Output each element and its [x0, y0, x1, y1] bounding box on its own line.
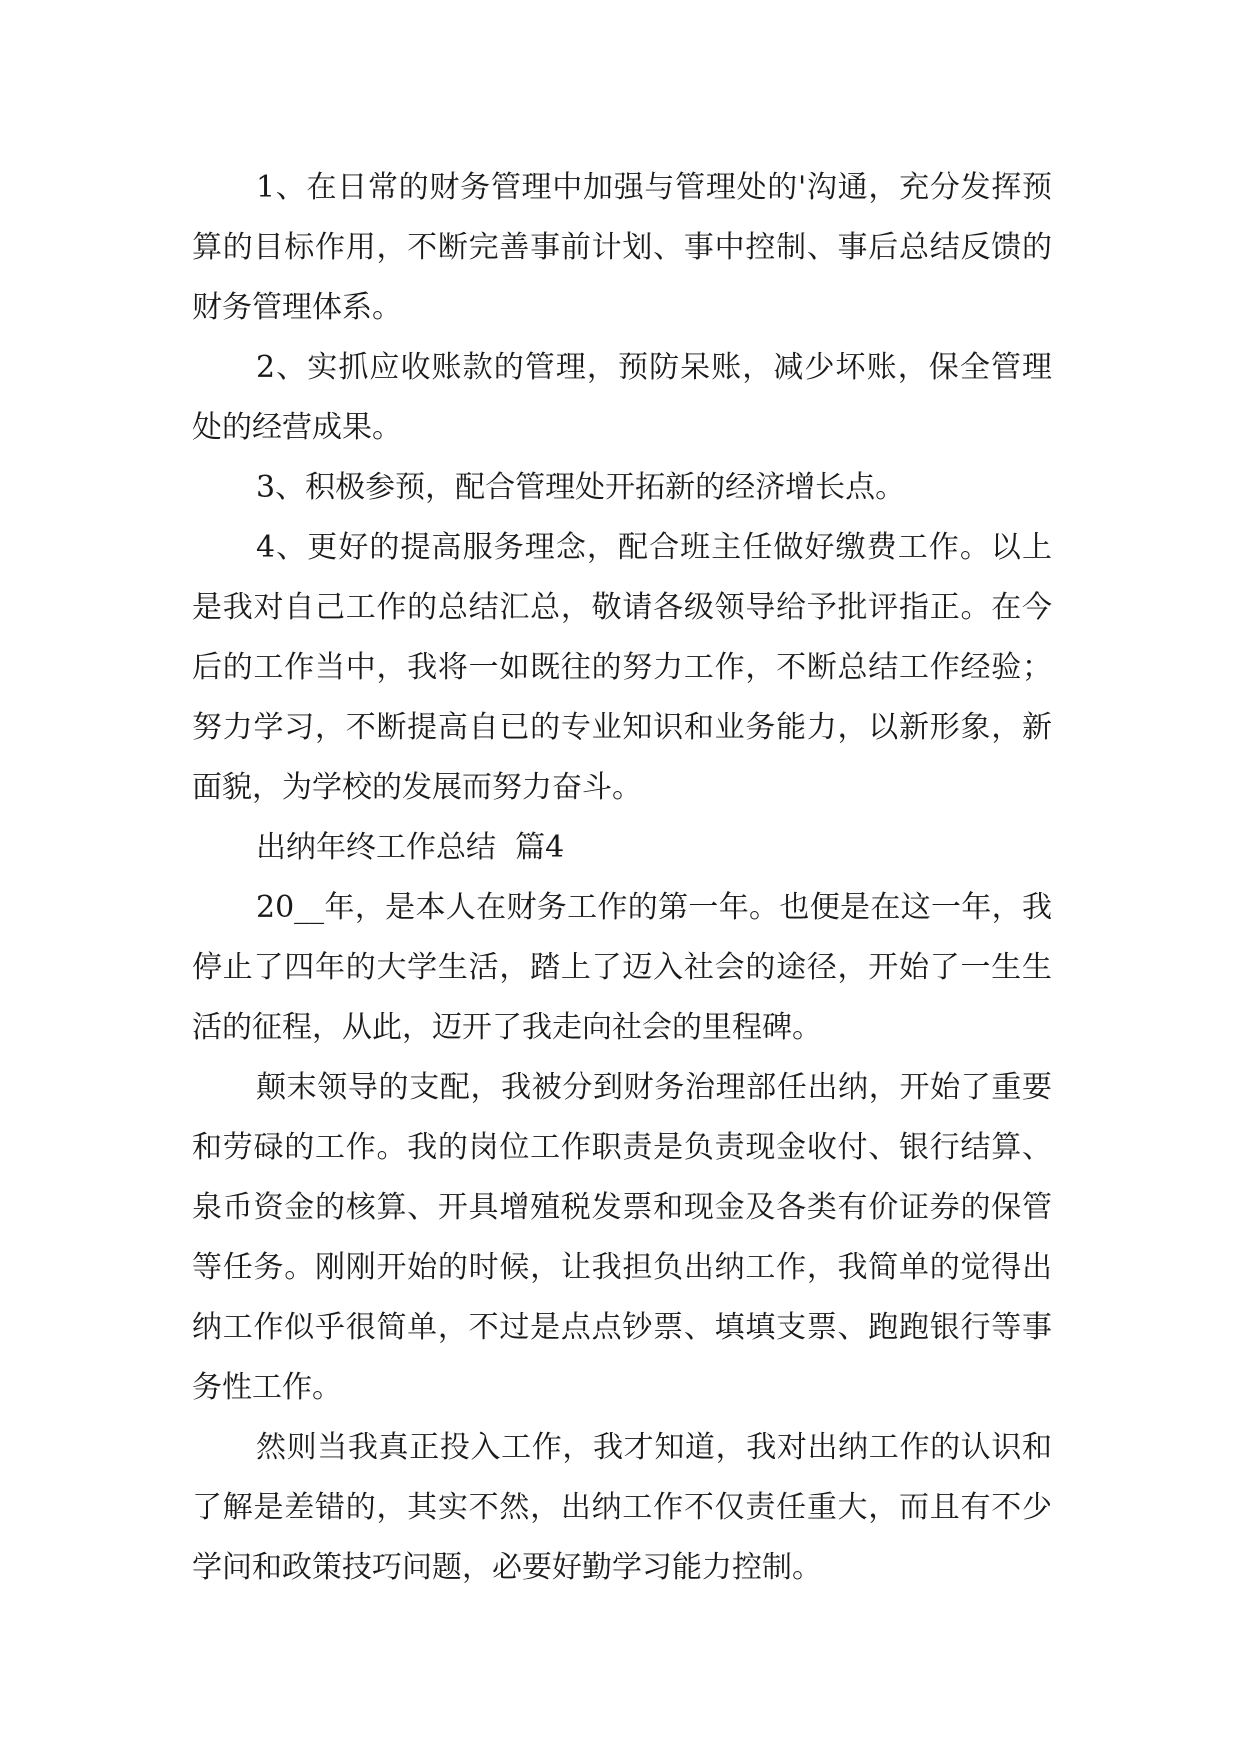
document-page — [192, 158, 1052, 1598]
section-paragraph-2: 颠末领导的支配，我被分到财务治理部任出纳，开始了重要和劳碌的工作。我的岗位工作职责是负责现金收付、银行结算、泉币资金的核算、开具增殖税发票和现金及各类有价证券的保管等任务。刚刚开始的时候，让我担负出纳工作，我简单的觉得出纳工作似乎很简单，不过是点点钞票、填填支票、跑跑银行等事务性工作。 — [192, 1070, 1052, 1405]
section-heading: 出纳年终工作总结 篇4 — [256, 830, 565, 865]
paragraph-item-4: 4、更好的提高服务理念，配合班主任做好缴费工作。以上是我对自己工作的总结汇总，敬请各级领导给予批评指正。在今后的工作当中，我将一如既往的努力工作，不断总结工作经验；努力学习，不断提高自已的专业知识和业务能力，以新形象，新面貌，为学校的发展而努力奋斗。 — [192, 530, 1052, 805]
paragraph-item-3: 3、积极参预，配合管理处开拓新的经济增长点。 — [256, 470, 906, 505]
section-paragraph-3: 然则当我真正投入工作，我才知道，我对出纳工作的认识和了解是差错的，其实不然，出纳工作不仅责任重大，而且有不少学问和政策技巧问题，必要好勤学习能力控制。 — [192, 1430, 1052, 1585]
paragraph-item-1: 1、在日常的财务管理中加强与管理处的'沟通，充分发挥预算的目标作用，不断完善事前计划、事中控制、事后总结反馈的财务管理体系。 — [192, 170, 1052, 325]
paragraph-item-2: 2、实抓应收账款的管理，预防呆账，减少坏账，保全管理处的经营成果。 — [192, 350, 1052, 445]
section-paragraph-1: 20__年，是本人在财务工作的第一年。也便是在这一年，我停止了四年的大学生活，踏上了迈入社会的途径，开始了一生生活的征程，从此，迈开了我走向社会的里程碑。 — [192, 890, 1052, 1045]
